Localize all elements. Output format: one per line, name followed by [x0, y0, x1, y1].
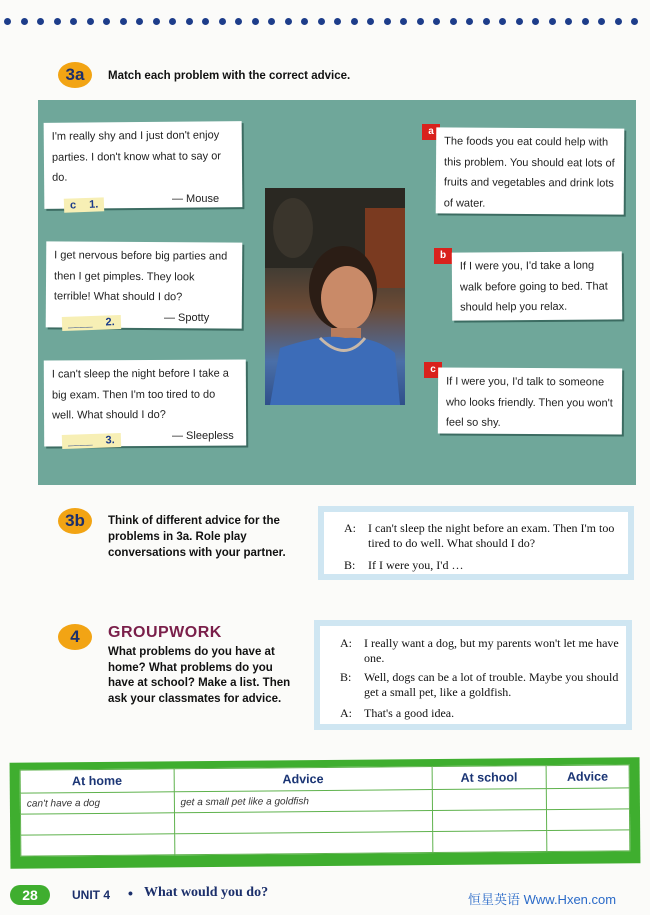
table-cell[interactable]: can't have a dog: [20, 792, 174, 814]
dialog-4-line-2: Well, dogs can be a lot of trouble. Maybe you should get a small pet, like a goldfish.: [364, 670, 619, 699]
border-dot: [37, 18, 44, 25]
table-row: [21, 830, 630, 856]
advice-card-a: [436, 127, 625, 214]
signature-spotty: — Spotty: [164, 312, 210, 324]
footer-title: What would you do?: [144, 885, 269, 900]
border-dot: [4, 18, 11, 25]
dialog-4: [314, 620, 632, 730]
table-cell[interactable]: [174, 811, 433, 834]
section-3a-badge: 3a: [58, 62, 92, 88]
photo-girl: [265, 188, 405, 405]
answer-value-1: c: [69, 199, 77, 212]
problem-text-2: I get nervous before big parties and then I get pimples. They look terrible! What should I do?: [53, 249, 228, 304]
border-dot: [70, 18, 77, 25]
border-dot: [21, 18, 28, 25]
dialog-3b: [318, 506, 634, 580]
advice-tab-a: a: [422, 124, 440, 140]
border-dot: [252, 18, 259, 25]
border-dot: [582, 18, 589, 25]
section-4-badge: 4: [58, 624, 92, 650]
answer-slot-2[interactable]: [62, 315, 121, 331]
problem-number-1: 1.: [88, 198, 99, 211]
border-dot: [351, 18, 358, 25]
border-dot: [549, 18, 556, 25]
table-cell[interactable]: [174, 832, 433, 855]
table-cell[interactable]: [433, 810, 547, 832]
problem-number-3: 3.: [105, 434, 115, 447]
section-3a-instruction: Match each problem with the correct advice.: [108, 70, 351, 82]
problem-text-1: I'm really shy and I just don't enjoy parties. I don't know what to say or do.: [51, 129, 222, 184]
border-dot: [565, 18, 572, 25]
border-dot: [433, 18, 440, 25]
answer-slot-3[interactable]: [62, 433, 121, 449]
border-dot: [615, 18, 622, 25]
advice-tab-c: c: [424, 362, 442, 378]
dialog-4-speaker-2: B:: [340, 670, 352, 684]
border-dot: [235, 18, 242, 25]
answer-value-2: ____: [67, 316, 93, 330]
advice-text-b: If I were you, I'd take a long walk before going to bed. That should help you relax.: [459, 259, 608, 314]
border-dot: [631, 18, 638, 25]
border-dot: [301, 18, 308, 25]
dialog-4-speaker-1: A:: [340, 636, 352, 650]
border-dot: [202, 18, 209, 25]
border-dot: [153, 18, 160, 25]
footer-watermark: 恒星英语 Www.Hxen.com: [468, 892, 617, 907]
dialog-3b-speaker-1: A:: [344, 521, 356, 535]
border-dot: [532, 18, 539, 25]
header-at-home: At home: [20, 769, 174, 793]
border-dot: [334, 18, 341, 25]
dialog-3b-speaker-2: B:: [344, 558, 356, 572]
problems-table-frame: [10, 757, 641, 868]
border-dot: [450, 18, 457, 25]
border-dot: [400, 18, 407, 25]
dialog-3b-line-2: If I were you, I'd …: [368, 558, 464, 572]
border-dot: [598, 18, 605, 25]
table-cell[interactable]: get a small pet like a goldfish: [174, 790, 433, 813]
dialog-3b-line-1: I can't sleep the night before an exam. Then I'm too tired to do well. What should I do?: [368, 521, 615, 550]
answer-value-3: ____: [67, 434, 93, 448]
border-dot: [103, 18, 110, 25]
section-4-instruction: What problems do you have at home? What problems do you have at school? Make a list. Then ask your classmates for advice.: [108, 646, 291, 705]
page-number: 28: [10, 885, 50, 905]
dialog-4-line-1: I really want a dog, but my parents won't let me have one.: [364, 636, 619, 665]
border-dot: [120, 18, 127, 25]
table-cell[interactable]: [433, 831, 547, 853]
header-advice-home: Advice: [174, 767, 433, 792]
border-dot: [54, 18, 61, 25]
border-dot: [384, 18, 391, 25]
table-cell[interactable]: [546, 788, 630, 810]
table-cell[interactable]: [20, 813, 174, 835]
border-dot: [87, 18, 94, 25]
signature-sleepless: — Sleepless: [172, 430, 234, 442]
table-cell[interactable]: [432, 789, 546, 811]
dialog-4-speaker-3: A:: [340, 706, 352, 720]
header-at-school: At school: [432, 766, 546, 790]
border-dot: [318, 18, 325, 25]
groupwork-title: GROUPWORK: [108, 624, 222, 641]
table-cell[interactable]: [546, 809, 630, 831]
top-dotted-border: [0, 18, 650, 28]
border-dot: [516, 18, 523, 25]
border-dot: [367, 18, 374, 25]
border-dot: [169, 18, 176, 25]
problem-text-3: I can't sleep the night before I take a big exam. Then I'm too tired to do well. What should I do?: [51, 367, 229, 422]
advice-text-a: The foods you eat could help with this problem. You should eat lots of fruits and vegetables and drink lots of water.: [443, 135, 615, 210]
dialog-4-line-3: That's a good idea.: [364, 706, 455, 720]
section-3b-instruction: Think of different advice for the problems in 3a. Role play conversations with your partner.: [108, 515, 286, 559]
header-advice-school: Advice: [546, 765, 630, 789]
advice-card-c: [438, 368, 622, 435]
answer-slot-1[interactable]: [64, 197, 105, 212]
border-dot: [499, 18, 506, 25]
advice-text-c: If I were you, I'd talk to someone who looks friendly. Then you won't feel so shy.: [445, 375, 613, 429]
border-dot: [219, 18, 226, 25]
signature-mouse: — Mouse: [172, 193, 220, 205]
advice-card-b: [452, 251, 622, 320]
footer-unit: UNIT 4: [72, 888, 111, 902]
footer-bullet: •: [128, 885, 133, 901]
border-dot: [285, 18, 292, 25]
border-dot: [186, 18, 193, 25]
table-cell[interactable]: [546, 830, 630, 852]
border-dot: [466, 18, 473, 25]
section-3b-badge: 3b: [58, 508, 92, 534]
border-dot: [483, 18, 490, 25]
problems-table: [20, 764, 631, 856]
border-dot: [417, 18, 424, 25]
problem-number-2: 2.: [105, 316, 115, 329]
border-dot: [268, 18, 275, 25]
border-dot: [136, 18, 143, 25]
table-cell[interactable]: [21, 834, 175, 856]
advice-tab-b: b: [434, 248, 452, 264]
